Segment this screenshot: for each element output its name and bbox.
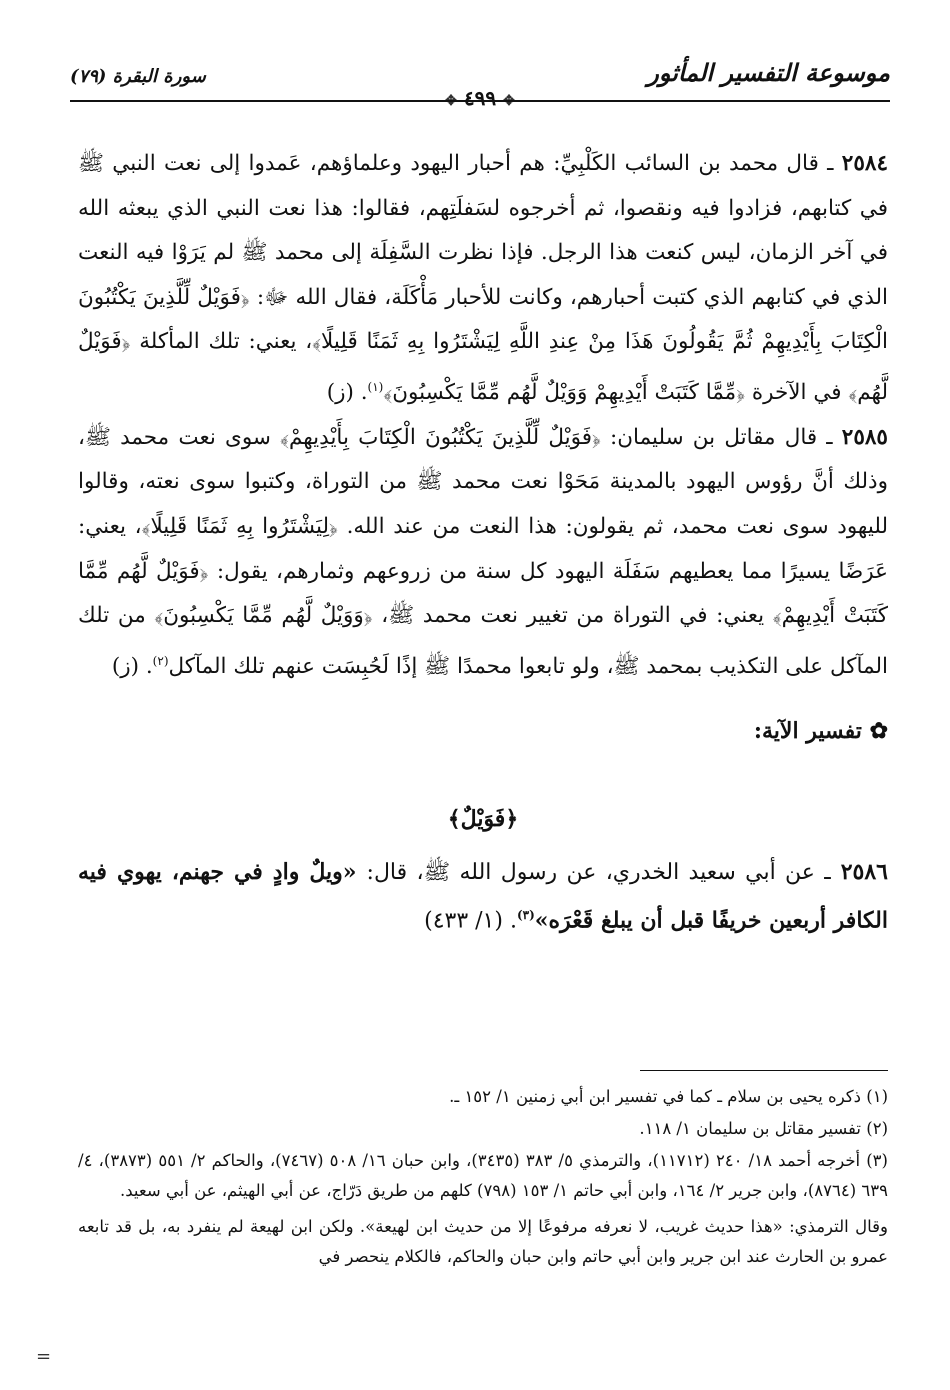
footnote-1: (١) ذكره يحيى بن سلام ـ كما في تفسير ابن أبي زمنين ١/ ١٥٢ ـ. <box>449 1087 888 1106</box>
paragraph-text: ـ قال مقاتل بن سليمان: ﴿فَوَيْلٌ لِّلَّذِينَ يَكْتُبُونَ الْكِتَابَ بِأَيْدِيهِمْ﴾ سوى نعت محمد ﷺ، وذلك أنَّ رؤوس اليهود بالمدينة مَحَوْا نعت محمد ﷺ من التوراة، وكتبوا سوى نعته، وقالوا لليهود سوى نعت محمد، ثم يقولون: هذا النعت من عند الله. ﴿لِيَشْتَرُوا بِهِ ثَمَنًا قَلِيلًا﴾، يعني: عَرَضًا يسيرًا مما يعطيهم سَفَلَة اليهود كل سنة من زروعهم وثمارهم، يقول: ﴿فَوَيْلٌ لَّهُم مِّمَّا كَتَبَتْ أَيْدِيهِمْ﴾ يعني: في التوراة من تغيير نعت محمد ﷺ، ﴿وَوَيْلٌ لَّهُم مِّمَّا يَكْسِبُونَ﴾ من تلك المآكل على التكذيب بمحمد ﷺ، ولو تابعوا محمدًا ﷺ إذًا لَحُبِسَت عنهم تلك المآكل <box>78 424 888 679</box>
paragraph-2584 <box>78 142 888 416</box>
paragraph-tail: . (ز) <box>326 380 368 406</box>
paragraph-number: ٢٥٨٥ <box>841 424 888 450</box>
footnote-ref: (٢) <box>152 653 169 668</box>
header-divider <box>70 100 890 102</box>
paragraph-text: ـ قال محمد بن السائب الكَلْبِيِّ: هم أحبار اليهود وعلماؤهم، عَمدوا إلى نعت النبي ﷺ في كتابهم، فزادوا فيه ونقصوا، ثم أخرجوه لسَفلَتِهم، فقالوا: هذا نعت النبي الذي يبعثه الله في آخر الزمان، ليس كنعت هذا الرجل. فإذا نظرت السَّفِلَة إلى محمد ﷺ لم يَرَوْا فيه النعت الذي في كتابهم الذي كتبت أحبارهم، وكانت للأحبار مَأْكَلَة، فقال الله ﷻ: ﴿فَوَيْلٌ لِّلَّذِينَ يَكْتُبُونَ الْكِتَابَ بِأَيْدِيهِمْ ثُمَّ يَقُولُونَ هَذَا مِنْ عِندِ اللَّهِ لِيَشْتَرُوا بِهِ ثَمَنًا قَلِيلًا﴾، يعني: تلك المأكلة ﴿فَوَيْلٌ لَّهُم﴾ في الآخرة ﴿مِّمَّا كَتَبَتْ أَيْدِيهِمْ وَوَيْلٌ لَّهُم مِّمَّا يَكْسِبُونَ﴾ <box>78 151 888 406</box>
page-number <box>410 86 550 110</box>
surah-label: سورة البقرة (٧٩) <box>70 66 206 87</box>
paragraph-2585 <box>78 416 888 690</box>
hadith-quote: «ويلٌ وادٍ في جهنم، يهوي فيه الكافر أربعين خريفًا قبل أن يبلغ قَعْرَه» <box>78 859 888 934</box>
book-title: موسوعة التفسير المأثور <box>647 58 890 87</box>
footnote-2: (٢) تفسير مقاتل بن سليمان ١/ ١١٨. <box>639 1119 888 1138</box>
main-text <box>78 142 888 965</box>
footnote-divider <box>640 1070 888 1071</box>
footnote-ref: (٣) <box>516 908 535 923</box>
running-header <box>70 56 890 110</box>
paragraph-number: ٢٥٨٤ <box>841 151 888 176</box>
footnote-3: (٣) أخرجه أحمد ١٨/ ٢٤٠ (١١٧١٢)، والترمذي ٥/ ٣٨٣ (٣٤٣٥)، وابن حبان ١٦/ ٥٠٨ (٧٤٦٧)، والحاكم ٢/ ٥٥١ (٣٨٧٣)، ٤/ ٦٣٩ (٨٧٦٤)، وابن جرير ٢/ ١٦٤، وابن أبي حاتم ١/ ١٥٣ (٧٩٨) كلهم من طريق دَرّاج، عن أبي الهيثم، عن أبي سعيد. <box>78 1151 888 1200</box>
footnote-3-continued: وقال الترمذي: «هذا حديث غريب، لا نعرفه مرفوعًا إلا من حديث ابن لهيعة». ولكن ابن لهيعة لم ينفرد به، بل قد تابعه عمرو بن الحارث عند ابن جرير وابن أبي حاتم وابن حبان والحاكم، فالكلام ينحصر في <box>78 1217 888 1266</box>
ayah-heading: ﴿فَوَيْلٌ﴾ <box>447 806 519 833</box>
section-heading: ✿ تفسير الآية: <box>753 718 888 745</box>
hadith-2586 <box>78 851 888 942</box>
ornament-icon: ✥ <box>445 93 457 109</box>
continuation-marker: = <box>36 1346 52 1367</box>
footnote-ref: (١) <box>367 379 384 394</box>
hadith-tail: . (١/ ٤٣٣) <box>424 908 517 934</box>
footnotes <box>78 1082 888 1274</box>
page-number-text: ٤٩٩ <box>463 86 497 110</box>
hadith-number: ٢٥٨٦ <box>840 859 888 886</box>
hadith-intro: ـ عن أبي سعيد الخدري، عن رسول الله ﷺ، قال: <box>366 860 831 886</box>
ornament-icon: ✥ <box>503 93 515 109</box>
paragraph-tail: . (ز) <box>111 653 153 679</box>
